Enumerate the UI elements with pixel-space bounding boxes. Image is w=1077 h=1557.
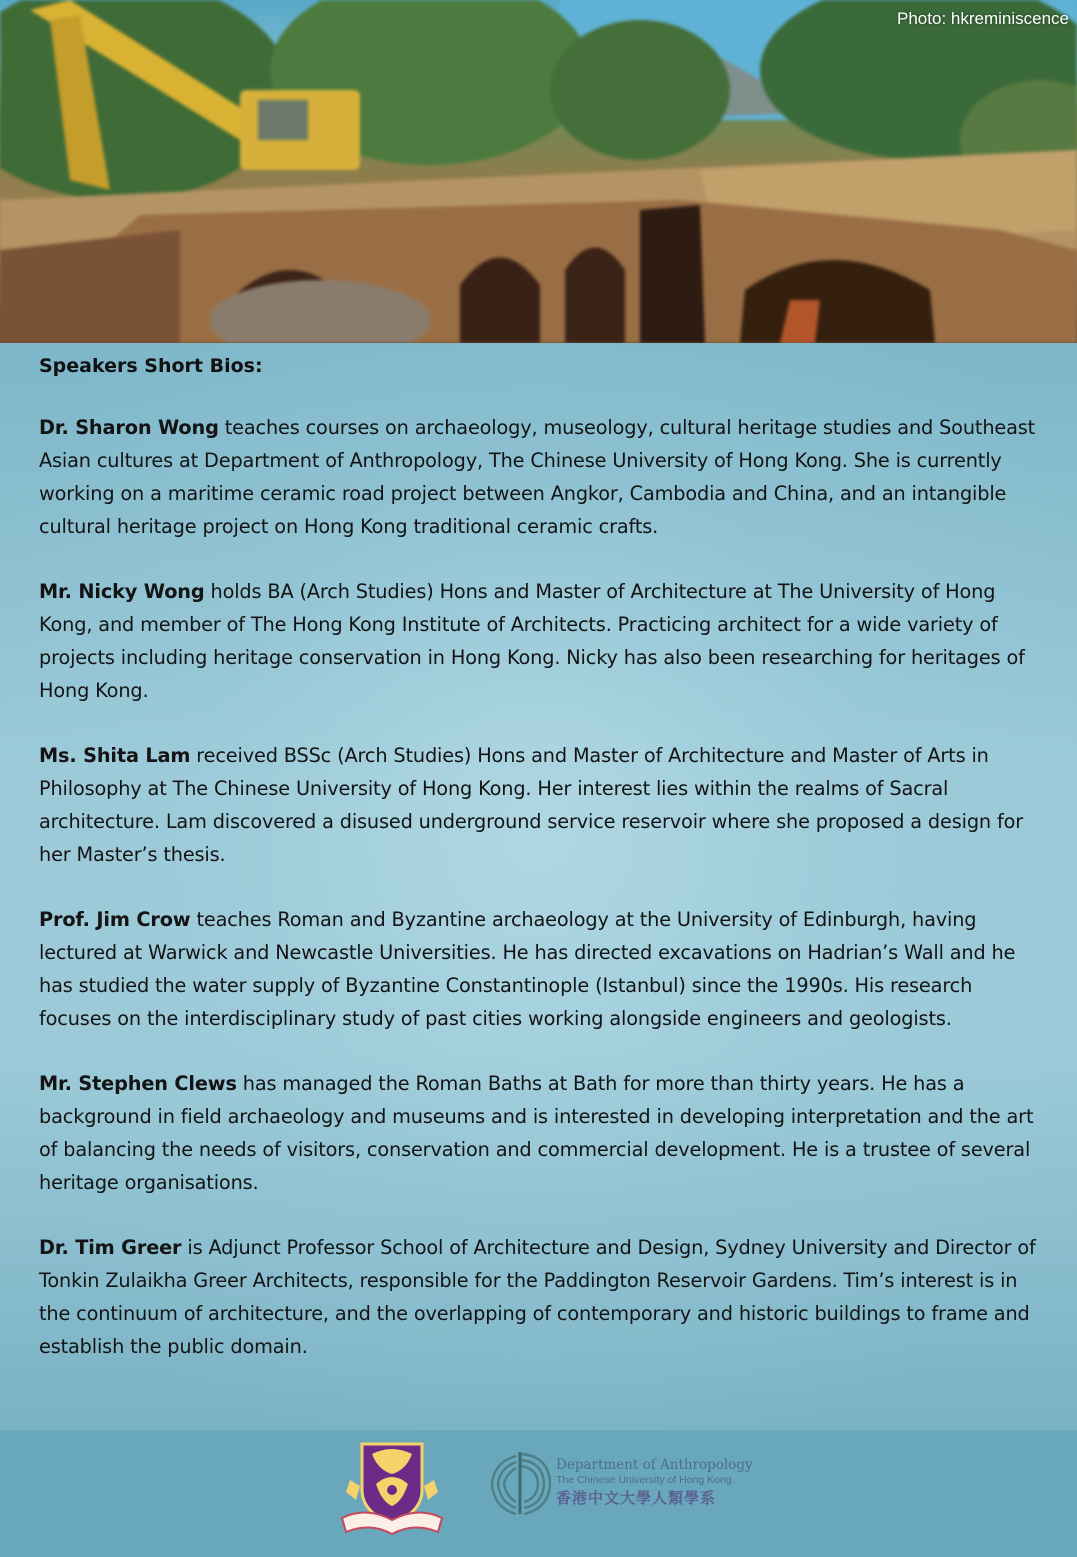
speaker-bio-text: holds BA (Arch Studies) Hons and Master of Architecture at The University of Hong Kong, and member of The Hong Kong Institute of Architects. Practicing architect for a wide variety of projects including heritage conservation in Hong Kong. Nicky has also been researching for heritages of Hong Kong. [39,580,1025,702]
speaker-name: Dr. Tim Greer [39,1236,182,1259]
speaker-bio-text: received BSSc (Arch Studies) Hons and Master of Architecture and Master of Arts in Philosophy at The Chinese University of Hong Kong. Her interest lies within the realms of Sacral architecture. Lam discovered a disused underground service reservoir where she proposed a design for her Master’s thesis. [39,744,1024,866]
speaker-bio-text: teaches Roman and Byzantine archaeology at the University of Edinburgh, having lectured at Warwick and Newcastle Universities. He has directed excavations on Hadrian’s Wall and he has studied the water supply of Byzantine Constantinople (Istanbul) since the 1990s. His research focuses on the interdisciplinary study of past cities working alongside engineers and geologists. [39,908,1016,1030]
speaker-name: Mr. Nicky Wong [39,580,205,603]
bio-nicky-wong [39,575,1049,707]
department-name-en: Department of Anthropology [556,1457,753,1473]
photo-credit: Photo: hkreminiscence [897,9,1069,28]
speaker-name: Ms. Shita Lam [39,744,191,767]
speaker-name: Mr. Stephen Clews [39,1072,237,1095]
bios-heading: Speakers Short Bios: [39,355,263,377]
speaker-name: Prof. Jim Crow [39,908,191,931]
speaker-name: Dr. Sharon Wong [39,416,219,439]
bio-tim-greer [39,1231,1049,1363]
speaker-bios-section [0,343,1077,1430]
bio-stephen-clews [39,1067,1049,1199]
speaker-bio-text: teaches courses on archaeology, museology, cultural heritage studies and Southeast Asian cultures at Department of Anthropology, The Chinese University of Hong Kong. She is currently working on a maritime ceramic road project between Angkor, Cambodia and China, and an intangible cultural heritage project on Hong Kong traditional ceramic crafts. [39,416,1036,538]
department-name-zh: 香港中文大學人類學系 [556,1489,717,1507]
speaker-bio-text: has managed the Roman Baths at Bath for more than thirty years. He has a background in field archaeology and museums and is interested in developing interpretation and the art of balancing the needs of visitors, conservation and commercial development. He is a trustee of several heritage organisations. [39,1072,1034,1194]
speaker-bio-text: is Adjunct Professor School of Architecture and Design, Sydney University and Director of Tonkin Zulaikha Greer Architects, responsible for the Paddington Reservoir Gardens. Tim’s interest is in the continuum of architecture, and the overlapping of contemporary and historic buildings to frame and establish the public domain. [39,1236,1036,1358]
anthropology-fingerprint-icon [486,1448,556,1518]
university-name-en: The Chinese University of Hong Kong [556,1474,732,1486]
bio-sharon-wong [39,411,1049,543]
bio-jim-crow [39,903,1049,1035]
anthropology-wordmark [556,1458,753,1509]
header-photo [0,0,1077,343]
bios-content [39,353,1049,1395]
footer-logos [0,1430,1077,1557]
bio-shita-lam [39,739,1049,871]
reservoir-excavation-image [0,0,1077,343]
cuhk-crest-icon [336,1440,448,1536]
